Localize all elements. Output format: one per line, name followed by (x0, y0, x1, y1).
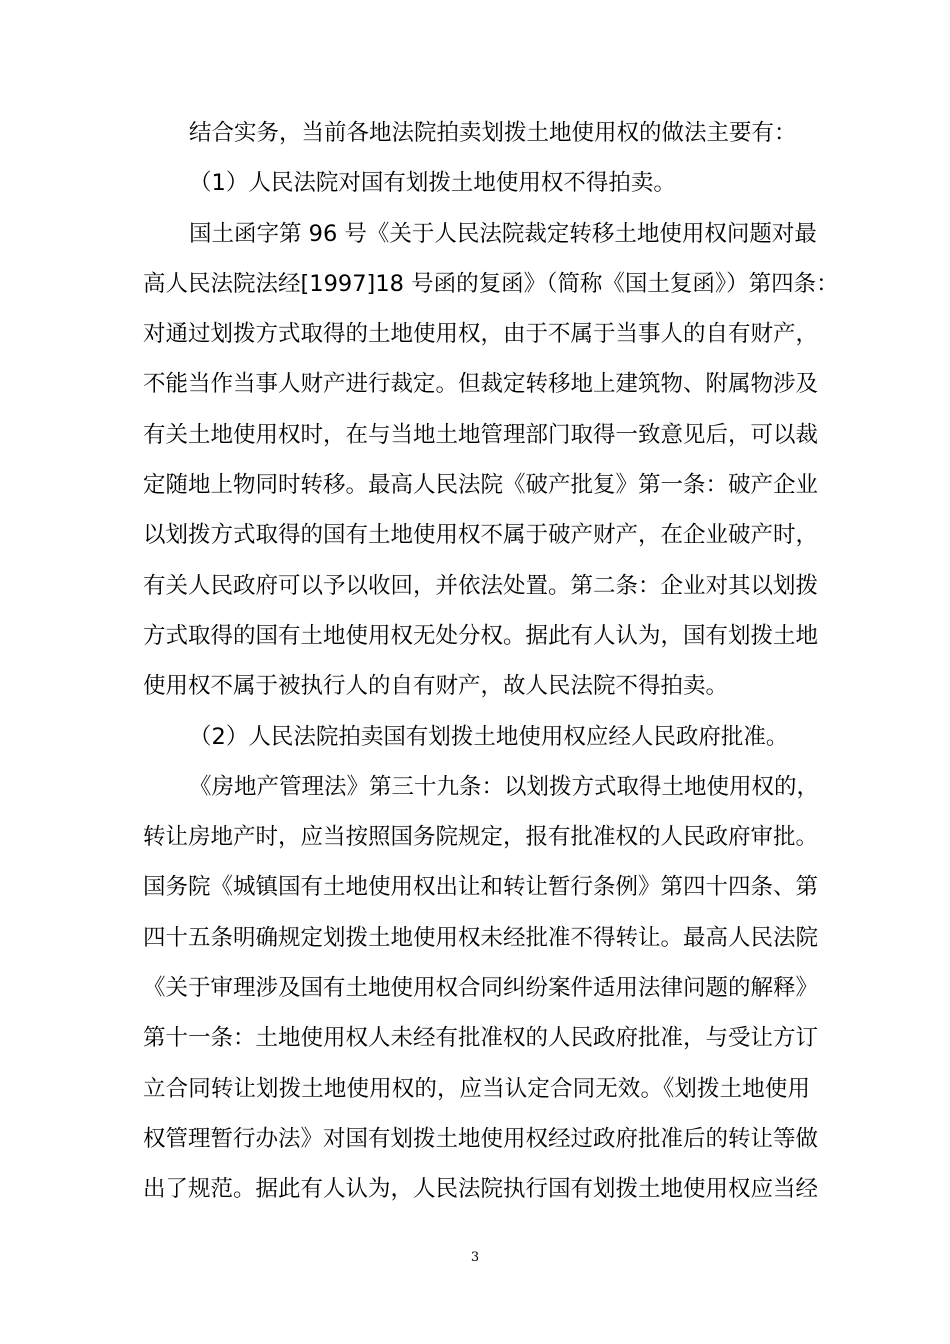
text-line: 立合同转让划拨土地使用权的，应当认定合同无效。《划拨土地使用 (143, 1075, 810, 1102)
text-line: 四十五条明确规定划拨土地使用权未经批准不得转让。最高人民法院 (143, 924, 819, 951)
text-line: 高人民法院法经[1997]18 号函的复函》（简称《国土复函》）第四条： (143, 270, 839, 297)
text-line: 《关于审理涉及国有土地使用权合同纠纷案件适用法律问题的解释》 (143, 975, 819, 1002)
text-line: 对通过划拨方式取得的土地使用权，由于不属于当事人的自有财产， (143, 321, 819, 348)
paragraph-intro: 结合实务，当前各地法院拍卖划拨土地使用权的做法主要有： (189, 120, 797, 146)
heading-point-1: （1）人民法院对国有划拨土地使用权不得拍卖。 (189, 170, 676, 197)
text-line: 方式取得的国有土地使用权无处分权。据此有人认为，国有划拨土地 (143, 622, 819, 649)
heading-point-2: （2）人民法院拍卖国有划拨土地使用权应经人民政府批准。 (189, 723, 789, 750)
text-line: 使用权不属于被执行人的自有财产，故人民法院不得拍卖。 (143, 673, 729, 700)
page-number: 3 (470, 1250, 480, 1265)
text-line: 权管理暂行办法》对国有划拨土地使用权经过政府批准后的转让等做 (143, 1125, 819, 1152)
body-text (143, 108, 839, 1215)
text-line: 转让房地产时，应当按照国务院规定，报有批准权的人民政府审批。 (143, 824, 819, 851)
text-line: 以划拨方式取得的国有土地使用权不属于破产财产，在企业破产时， (143, 522, 819, 549)
text-line: 不能当作当事人财产进行裁定。但裁定转移地上建筑物、附属物涉及 (143, 371, 819, 398)
text-line: 第十一条：土地使用权人未经有批准权的人民政府批准，与受让方订 (143, 1025, 819, 1052)
text-line: 定随地上物同时转移。最高人民法院《破产批复》第一条：破产企业 (143, 472, 819, 499)
text-line: 国土函字第 96 号《关于人民法院裁定转移土地使用权问题对最 (189, 220, 817, 247)
text-line: 有关土地使用权时，在与当地土地管理部门取得一致意见后，可以裁 (143, 421, 819, 448)
text-line: 出了规范。据此有人认为，人民法院执行国有划拨土地使用权应当经 (143, 1176, 819, 1203)
text-line: 国务院《城镇国有土地使用权出让和转让暂行条例》第四十四条、第 (143, 874, 819, 901)
text-line: 有关人民政府可以予以收回，并依法处置。第二条：企业对其以划拨 (143, 572, 819, 599)
text-line: 《房地产管理法》第三十九条：以划拨方式取得土地使用权的， (189, 773, 820, 800)
